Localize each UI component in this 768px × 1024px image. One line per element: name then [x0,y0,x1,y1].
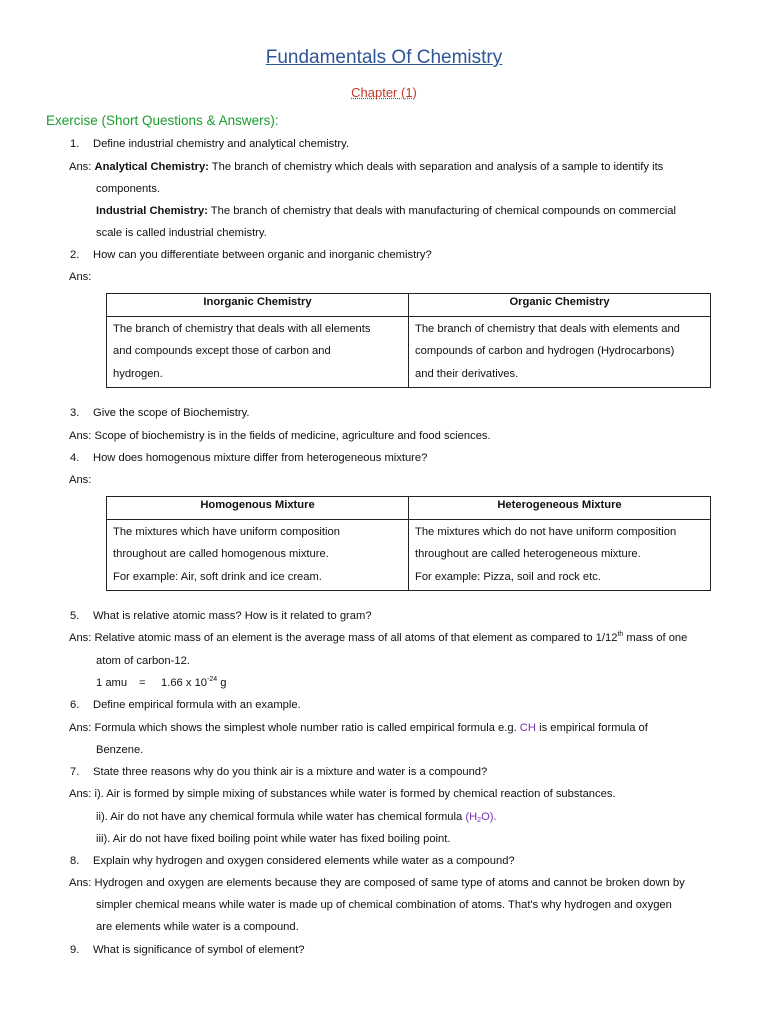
q7-answer-ii [96,810,497,824]
chemistry-comparison-table [106,293,711,388]
table1-header-inorganic: Inorganic Chemistry [107,294,409,317]
table1-organic-line: compounds of carbon and hydrogen (Hydrocarbons) [415,345,675,358]
q8-answer-line-1: Ans: Hydrogen and oxygen are elements because they are composed of same type of atoms and cannot be broken down by [69,877,685,889]
q1-analytical-cont: components. [96,183,161,195]
q1-ans-label: Ans: [69,161,92,173]
table2-header-heterogeneous: Heterogeneous Mixture [409,497,711,520]
water-formula-subscript: 2 [477,817,482,824]
q1-analytical-text: The branch of chemistry which deals with separation and analysis of a sample to identify its [208,161,664,173]
q8-answer-line-2: simpler chemical means while water is made up of chemical combination of atoms. That's why hydrogen and oxygen [96,899,672,911]
q7-number: 7. [70,766,80,778]
water-formula-dot: . [493,811,497,823]
amu-equals: = [139,677,146,689]
table2-homogenous-line: throughout are called homogenous mixture. [113,548,329,561]
q6-number: 6. [70,699,80,711]
table1-inorganic-line: and compounds except those of carbon and [113,345,331,358]
table1-header-organic: Organic Chemistry [409,294,711,317]
q2-question: How can you differentiate between organic and inorganic chemistry? [93,249,432,261]
amu-unit: g [217,677,227,689]
table2-heterogeneous-line: For example: Pizza, soil and rock etc. [415,570,601,583]
q6-question: Define empirical formula with an example. [93,699,301,711]
q4-number: 4. [70,452,80,464]
table1-organic-line: The branch of chemistry that deals with elements and [415,323,680,335]
q1-analytical-term: Analytical Chemistry: [94,161,209,173]
amu-exponent: -24 [207,676,218,683]
q8-question: Explain why hydrogen and oxygen considered elements while water as a compound? [93,855,515,867]
table1-cell-inorganic [107,317,409,388]
q5-ans-superscript: th [617,631,624,638]
q5-question: What is relative atomic mass? How is it related to gram? [93,610,372,622]
exercise-heading: Exercise (Short Questions & Answers): [46,113,279,128]
table1-cell-organic [409,317,711,388]
q1-answer-line-1 [69,160,663,174]
q7-answer-iii: iii). Air do not have fixed boiling point while water has fixed boiling point. [96,833,451,845]
table2-homogenous-line: For example: Air, soft drink and ice cream. [113,570,322,583]
q6-ans-text-b: is empirical formula of [535,722,648,734]
q7-answer-i: Ans: i). Air is formed by simple mixing of substances while water is formed by chemical reaction of substances. [69,788,616,800]
table1-inorganic-line: hydrogen. [113,367,163,380]
water-formula-b: O) [481,811,494,823]
water-formula [465,811,496,823]
water-formula-a: (H [465,811,478,823]
q6-answer-cont: Benzene. [96,744,144,756]
q5-ans-text-a: Ans: Relative atomic mass of an element is the average mass of all atoms of that element as compared to 1/12 [69,632,618,644]
q5-ans-text-b: mass of one [623,632,688,644]
q9-number: 9. [70,944,80,956]
q6-answer-line-1 [69,721,648,735]
amu-value [161,676,227,690]
q5-answer-line-1 [69,631,687,645]
q1-industrial-cont: scale is called industrial chemistry. [96,227,267,239]
q3-answer: Ans: Scope of biochemistry is in the fields of medicine, agriculture and food sciences. [69,430,491,442]
q5-answer-cont: atom of carbon-12. [96,655,190,667]
table1-organic-line: and their derivatives. [415,367,519,380]
q4-ans-label: Ans: [69,474,92,486]
mixture-comparison-table [106,496,711,591]
table2-cell-homogenous [107,520,409,591]
document-title: Fundamentals Of Chemistry [265,47,503,68]
q3-question: Give the scope of Biochemistry. [93,407,250,419]
q4-question: How does homogenous mixture differ from heterogeneous mixture? [93,452,428,464]
q7-question: State three reasons why do you think air is a mixture and water is a compound? [93,766,488,778]
q8-answer-line-3: are elements while water is a compound. [96,921,299,933]
q1-industrial-term: Industrial Chemistry: [96,205,208,217]
q9-question: What is significance of symbol of element? [93,944,305,956]
q7-ans-ii-text: ii). Air do not have any chemical formula while water has chemical formula [96,811,466,823]
q1-question: Define industrial chemistry and analytical chemistry. [93,138,349,150]
q1-industrial-text: The branch of chemistry that deals with manufacturing of chemical compounds on commercial [207,205,676,217]
q2-ans-label: Ans: [69,271,92,283]
amu-mantissa: 1.66 x 10 [161,677,208,689]
q3-number: 3. [70,407,80,419]
q6-ans-text-a: Ans: Formula which shows the simplest whole number ratio is called empirical formula e.g. [69,722,520,734]
table2-header-homogenous: Homogenous Mixture [107,497,409,520]
q8-number: 8. [70,855,80,867]
table2-heterogeneous-line: The mixtures which do not have uniform composition [415,526,677,538]
q2-number: 2. [70,249,80,261]
table2-cell-heterogeneous [409,520,711,591]
table2-heterogeneous-line: throughout are called heterogeneous mixture. [415,548,641,561]
table2-homogenous-line: The mixtures which have uniform composition [113,526,340,538]
chapter-label: Chapter (1) [351,85,417,100]
q6-formula: CH [519,722,536,734]
amu-left: 1 amu [96,677,128,689]
q1-number: 1. [70,138,80,150]
table1-inorganic-line: The branch of chemistry that deals with all elements [113,323,371,335]
q5-number: 5. [70,610,80,622]
q1-industrial-line [96,204,676,218]
